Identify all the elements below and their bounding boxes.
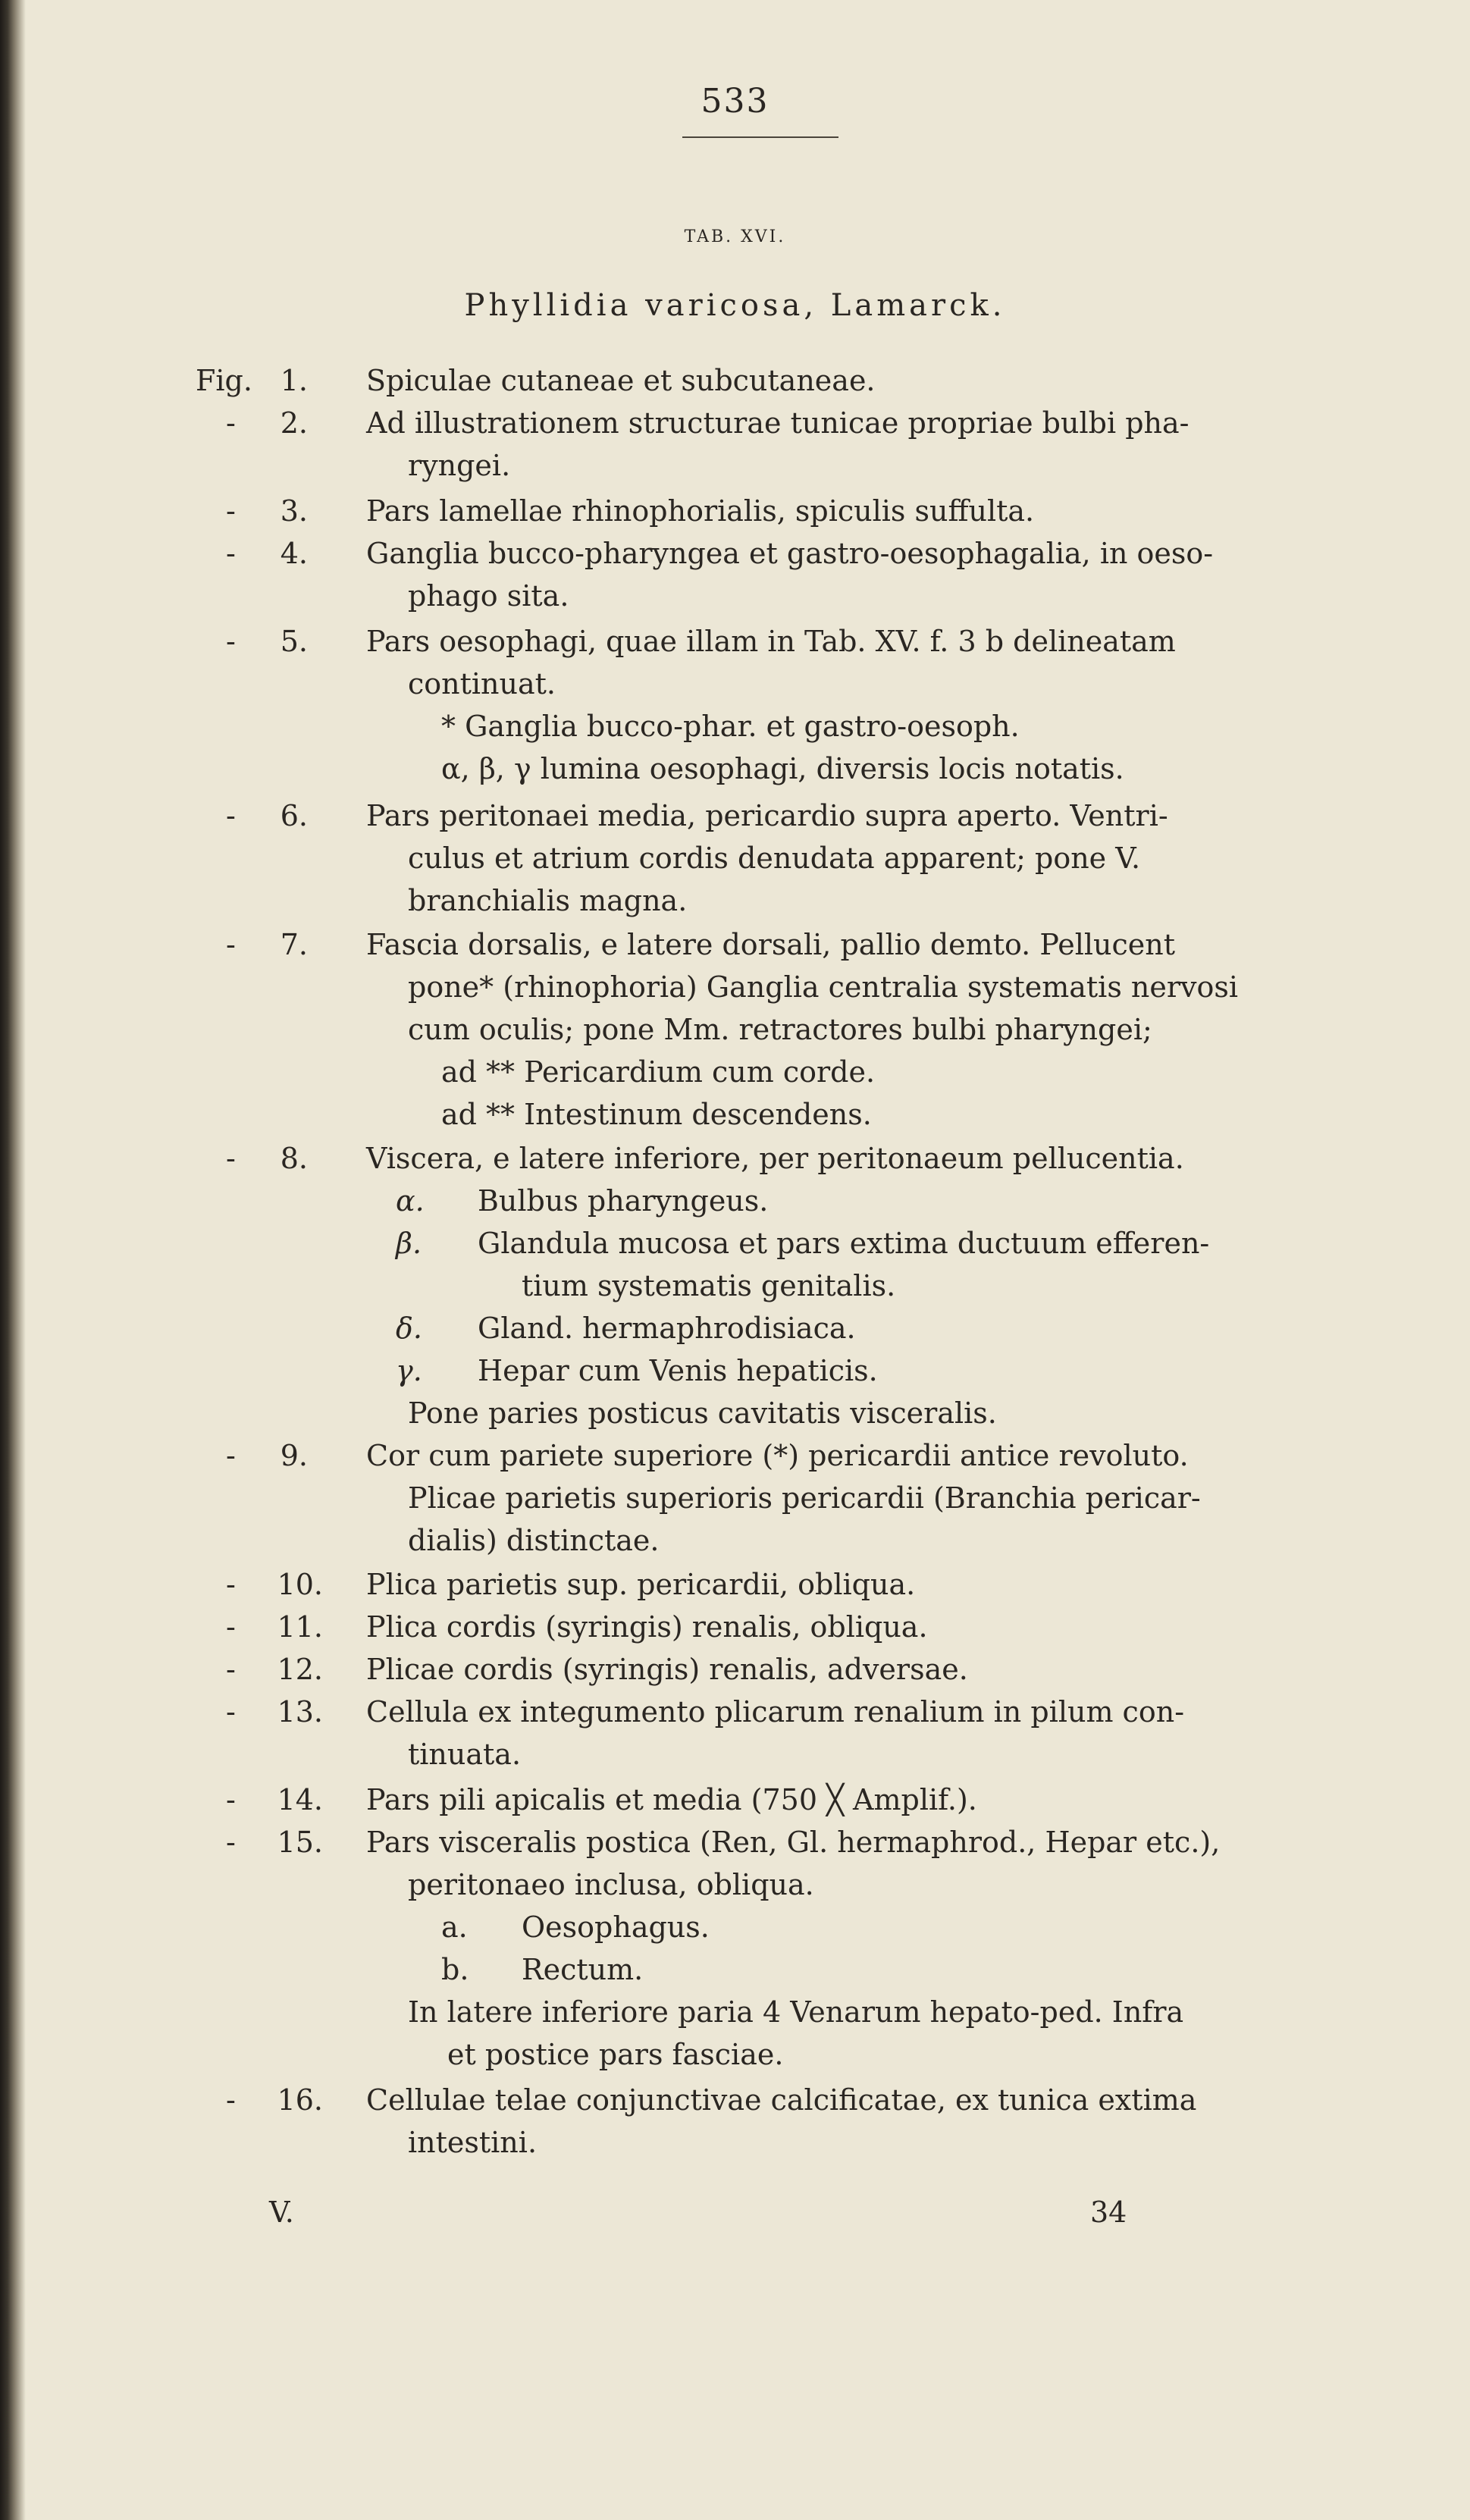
sub-label: δ. [396, 1312, 422, 1345]
fig-text: Glandula mucosa et pars extima ductuum efferen- [478, 1227, 1210, 1260]
sub-label: γ. [396, 1354, 422, 1387]
fig-number: 12. [277, 1653, 323, 1686]
fig-dash: - [226, 1568, 236, 1601]
fig-number: 11. [277, 1610, 323, 1644]
fig-text: Plicae parietis superioris pericardii (Branchia pericar- [408, 1481, 1201, 1515]
fig-text: Pone paries posticus cavitatis visceralis. [408, 1396, 997, 1430]
fig-text: intestini. [408, 2126, 538, 2159]
sub-label: α. [396, 1184, 425, 1218]
fig-dash: - [226, 1695, 236, 1729]
fig-dash: - [226, 625, 236, 658]
fig-number: 9. [280, 1439, 308, 1472]
fig-text: Plica parietis sup. pericardii, obliqua. [366, 1568, 916, 1601]
fig-dash: - [226, 1142, 236, 1175]
fig-number: 16. [277, 2083, 323, 2117]
fig-text: Plicae cordis (syringis) renalis, adversae. [366, 1653, 968, 1686]
fig-number: 13. [277, 1695, 323, 1729]
fig-number: 8. [280, 1142, 308, 1175]
fig-dash: - [226, 2083, 236, 2117]
fig-text: ryngei. [408, 449, 511, 482]
fig-number: 5. [280, 625, 308, 658]
fig-text: phago sita. [408, 579, 569, 613]
fig-text: In latere inferiore paria 4 Venarum hepato-ped. Infra [408, 1995, 1184, 2029]
fig-dash: - [226, 799, 236, 832]
fig-number: 4. [280, 537, 308, 570]
fig-text: Ad illustrationem structurae tunicae propriae bulbi pha- [366, 406, 1189, 440]
fig-text: peritonaeo inclusa, obliqua. [408, 1868, 814, 1901]
fig-text: tium systematis genitalis. [522, 1269, 896, 1302]
fig-text: Spiculae cutaneae et subcutaneae. [366, 364, 876, 397]
fig-text: Cellula ex integumento plicarum renalium in pilum con- [366, 1695, 1185, 1729]
fig-number: 1. [280, 364, 308, 397]
fig-text: Pars peritonaei media, pericardio supra aperto. Ventri- [366, 799, 1168, 832]
fig-text: tinuata. [408, 1738, 522, 1771]
fig-dash: - [226, 494, 236, 528]
fig-number: 10. [277, 1568, 323, 1601]
fig-number: 7. [280, 928, 308, 961]
fig-text: α, β, γ lumina oesophagi, diversis locis notatis. [441, 752, 1124, 785]
fig-number: 14. [277, 1783, 323, 1816]
sheet-number: 34 [1090, 2196, 1127, 2229]
signature-mark: V. [269, 2196, 294, 2229]
fig-text: continuat. [408, 667, 556, 701]
fig-text: ad ** Intestinum descendens. [441, 1098, 872, 1131]
fig-text: Hepar cum Venis hepaticis. [478, 1354, 878, 1387]
fig-text: Pars oesophagi, quae illam in Tab. XV. f. 3 b delineatam [366, 625, 1176, 658]
fig-number: 15. [277, 1826, 323, 1859]
fig-marker: Fig. [196, 364, 252, 397]
fig-text: et postice pars fasciae. [447, 2038, 784, 2071]
fig-dash: - [226, 537, 236, 570]
fig-text: Oesophagus. [522, 1910, 710, 1944]
fig-dash: - [226, 406, 236, 440]
sub-label: β. [396, 1227, 422, 1260]
fig-dash: - [226, 1610, 236, 1644]
fig-dash: - [226, 928, 236, 961]
fig-dash: - [226, 1783, 236, 1816]
fig-text: Viscera, e latere inferiore, per peritonaeum pellucentia. [366, 1142, 1184, 1175]
fig-text: Bulbus pharyngeus. [478, 1184, 769, 1218]
species-title: Phyllidia varicosa, Lamarck. [464, 288, 1006, 323]
fig-dash: - [226, 1653, 236, 1686]
fig-text: Ganglia bucco-pharyngea et gastro-oesophagalia, in oeso- [366, 537, 1214, 570]
fig-text: ad ** Pericardium cum corde. [441, 1055, 876, 1089]
fig-dash: - [226, 1826, 236, 1859]
fig-text: branchialis magna. [408, 884, 688, 917]
fig-text: Cellulae telae conjunctivae calcificatae, ex tunica extima [366, 2083, 1197, 2117]
sub-label: b. [441, 1953, 469, 1986]
fig-text: Pars lamellae rhinophorialis, spiculis suffulta. [366, 494, 1035, 528]
fig-text: Fascia dorsalis, e latere dorsali, pallio demto. Pellucent [366, 928, 1175, 961]
fig-text: Plica cordis (syringis) renalis, obliqua. [366, 1610, 928, 1644]
fig-number: 2. [280, 406, 308, 440]
fig-text: Rectum. [522, 1953, 644, 1986]
fig-text: Pars pili apicalis et media (750 ╳ Amplif.). [366, 1783, 977, 1816]
fig-text: Cor cum pariete superiore (*) pericardii antice revoluto. [366, 1439, 1189, 1472]
fig-text: culus et atrium cordis denudata apparent; pone V. [408, 842, 1141, 875]
sub-label: a. [441, 1910, 468, 1944]
fig-dash: - [226, 1439, 236, 1472]
fig-text: cum oculis; pone Mm. retractores bulbi pharyngei; [408, 1013, 1152, 1046]
fig-text: Pars visceralis postica (Ren, Gl. hermaphrod., Hepar etc.), [366, 1826, 1221, 1859]
fig-text: Gland. hermaphrodisiaca. [478, 1312, 856, 1345]
fig-text: dialis) distinctae. [408, 1524, 660, 1557]
fig-text: * Ganglia bucco-phar. et gastro-oesoph. [441, 710, 1020, 743]
fig-text: pone* (rhinophoria) Ganglia centralia systematis nervosi [408, 970, 1239, 1004]
plate-label: TAB. XVI. [684, 227, 786, 246]
page-number: 533 [701, 82, 769, 121]
fig-number: 6. [280, 799, 308, 832]
fig-number: 3. [280, 494, 308, 528]
